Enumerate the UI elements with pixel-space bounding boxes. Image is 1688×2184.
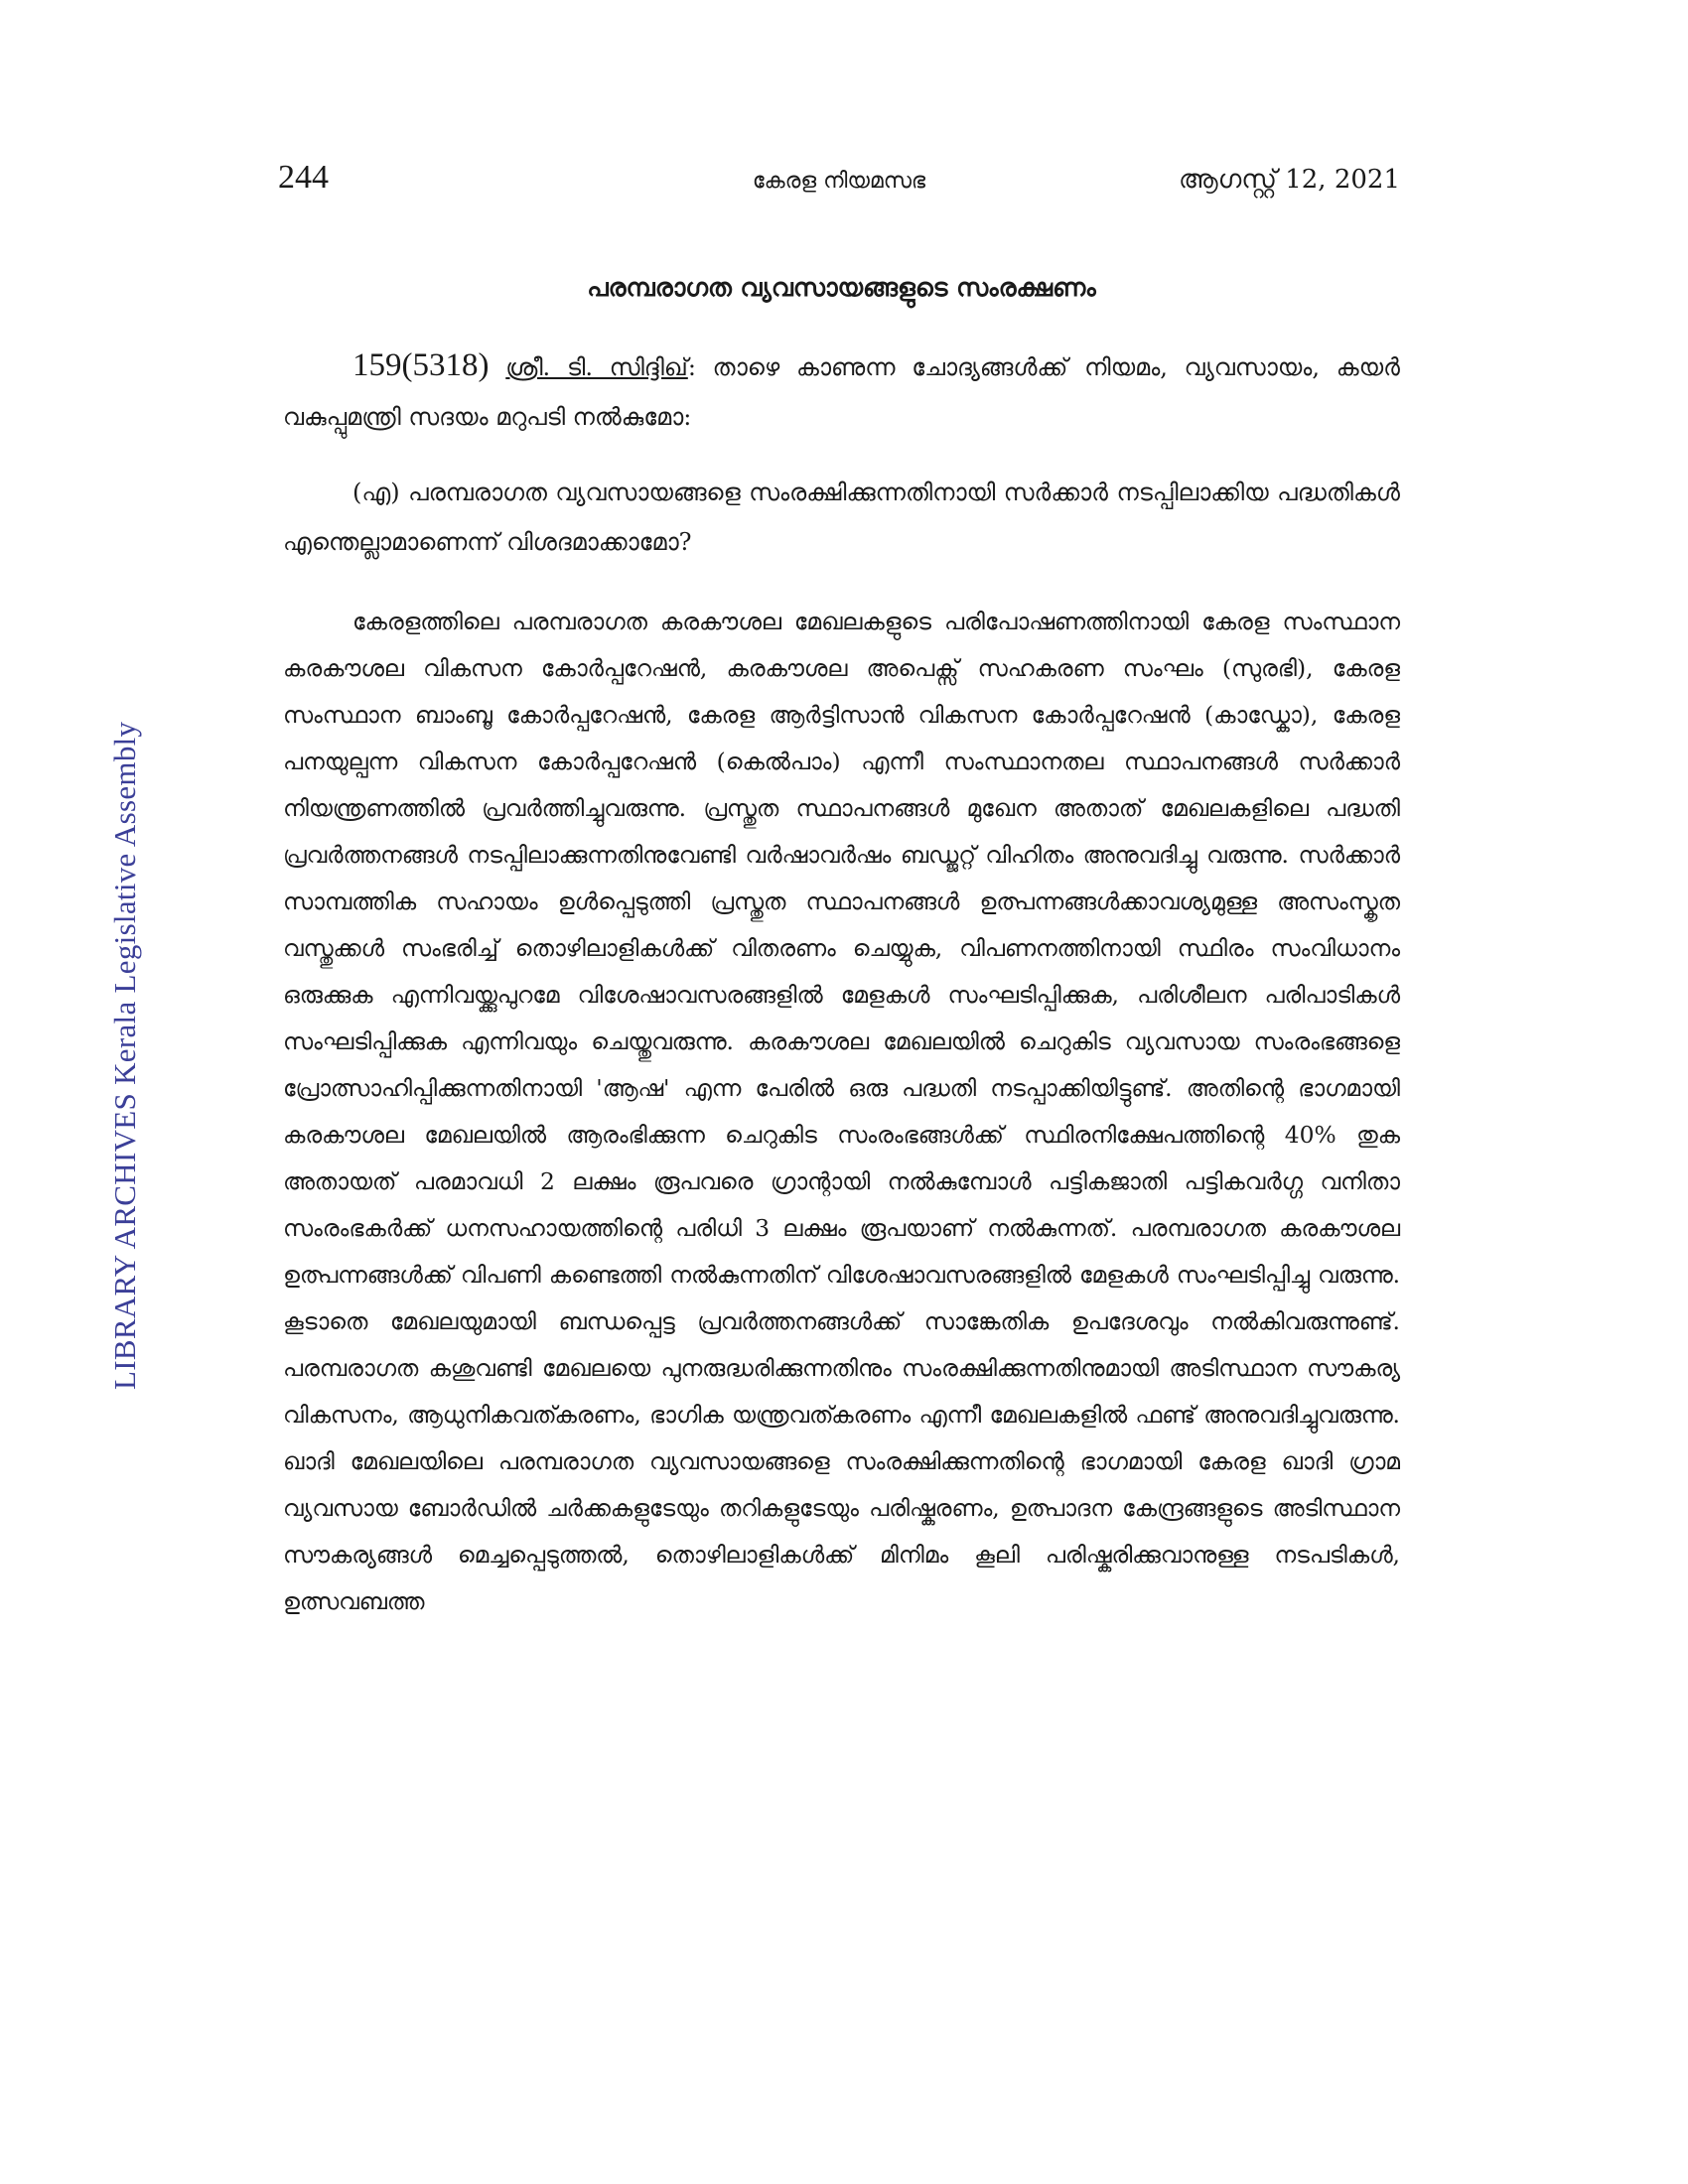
header-title: കേരള നിയമസഭ [752, 169, 926, 194]
page-header [278, 159, 1400, 208]
page-number: 244 [278, 159, 329, 196]
question-intro [283, 341, 1400, 442]
archive-watermark: LIBRARY ARCHIVES Kerala Legislative Assembly [107, 721, 142, 1390]
header-date: ആഗസ്റ്റ് 12, 2021 [1179, 165, 1400, 195]
question-part-a: (എ) പരമ്പരാഗത വ്യവസായങ്ങളെ സംരക്ഷിക്കുന്നതിനായി സർക്കാർ നടപ്പിലാക്കിയ പദ്ധതികൾ എന്തെല്ലാമാണെന്ന് വിശദമാക്കാമോ? [283, 478, 1400, 556]
section-title: പരമ്പരാഗത വ്യവസായങ്ങളുടെ സംരക്ഷണം [587, 273, 1096, 302]
answer-paragraph: കേരളത്തിലെ പരമ്പരാഗത കരകൗശല മേഖലകളുടെ പരിപോഷണത്തിനായി കേരള സംസ്ഥാന കരകൗശല വികസന കോർപ്പറേഷൻ, കരകൗശല അപെക്സ് സഹകരണ സംഘം (സുരഭി), കേരള സംസ്ഥാന ബാംബൂ കോർപ്പറേഷൻ, കേരള ആർട്ടിസാൻ വികസന കോർപ്പറേഷൻ (കാഡ്കോ), കേരള പനയുല്പന്ന വികസന കോർപ്പറേഷൻ (കെൽപാം) എന്നീ സംസ്ഥാനതല സ്ഥാപനങ്ങൾ സർക്കാർ നിയന്ത്രണത്തിൽ പ്രവർത്തിച്ചുവരുന്നു. പ്രസ്തുത സ്ഥാപനങ്ങൾ മുഖേന അതാത് മേഖലകളിലെ പദ്ധതി പ്രവർത്തനങ്ങൾ നടപ്പിലാക്കുന്നതിനുവേണ്ടി വർഷാവർഷം ബഡ്ജറ്റ് വിഹിതം അനുവദിച്ചു വരുന്നു. സർക്കാർ സാമ്പത്തിക സഹായം ഉൾപ്പെടുത്തി പ്രസ്തുത സ്ഥാപനങ്ങൾ ഉത്പന്നങ്ങൾക്കാവശ്യമുള്ള അസംസ്കൃത വസ്തുക്കൾ സംഭരിച്ച് തൊഴിലാളികൾക്ക് വിതരണം ചെയ്യുക, വിപണനത്തിനായി സ്ഥിരം സംവിധാനം ഒരുക്കുക എന്നിവയ്ക്കുപുറമേ വിശേഷാവസരങ്ങളിൽ മേളകൾ സംഘടിപ്പിക്കുക, പരിശീലന പരിപാടികൾ സംഘടിപ്പിക്കുക എന്നിവയും ചെയ്തുവരുന്നു. കരകൗശല മേഖലയിൽ ചെറുകിട വ്യവസായ സംരംഭങ്ങളെ പ്രോത്സാഹിപ്പിക്കുന്നതിനായി 'ആഷ' എന്ന പേരിൽ ഒരു പദ്ധതി നടപ്പാക്കിയിട്ടുണ്ട്. അതിന്റെ ഭാഗമായി കരകൗശല മേഖലയിൽ ആരംഭിക്കുന്ന ചെറുകിട സംരംഭങ്ങൾക്ക് സ്ഥിരനിക്ഷേപത്തിന്റെ 40% തുക അതായത് പരമാവധി 2 ലക്ഷം രൂപവരെ ഗ്രാന്റായി നൽകുമ്പോൾ പട്ടികജാതി പട്ടികവർഗ്ഗ വനിതാ സംരംഭകർക്ക് ധനസഹായത്തിന്റെ പരിധി 3 ലക്ഷം രൂപയാണ് നൽകുന്നത്. പരമ്പരാഗത കരകൗശല ഉത്പന്നങ്ങൾക്ക് വിപണി കണ്ടെത്തി നൽകുന്നതിന് വിശേഷാവസരങ്ങളിൽ മേളകൾ സംഘടിപ്പിച്ചു വരുന്നു. കൂടാതെ മേഖലയുമായി ബന്ധപ്പെട്ട പ്രവർത്തനങ്ങൾക്ക് സാങ്കേതിക ഉപദേശവും നൽകിവരുന്നുണ്ട്. പരമ്പരാഗത കശുവണ്ടി മേഖലയെ പുനരുദ്ധരിക്കുന്നതിനും സംരക്ഷിക്കുന്നതിനുമായി അടിസ്ഥാന സൗകര്യ വികസനം, ആധുനികവത്കരണം, ഭാഗിക യന്ത്രവത്കരണം എന്നീ മേഖലകളിൽ ഫണ്ട് അനുവദിച്ചുവരുന്നു. ഖാദി മേഖലയിലെ പരമ്പരാഗത വ്യവസായങ്ങളെ സംരക്ഷിക്കുന്നതിന്റെ ഭാഗമായി കേരള ഖാദി ഗ്രാമ വ്യവസായ ബോർഡിൽ ചർക്കകളുടേയും തറികളുടേയും പരിഷ്കരണം, ഉത്പാദന കേന്ദ്രങ്ങളുടെ അടിസ്ഥാന സൗകര്യങ്ങൾ മെച്ചപ്പെടുത്തൽ, തൊഴിലാളികൾക്ക് മിനിമം കൂലി പരിഷ്കരിക്കുവാനുള്ള നടപടികൾ, ഉത്സവബത്ത [283, 608, 1400, 1615]
member-name: ശ്രീ. ടി. സിദ്ദിഖ് [505, 353, 688, 381]
document-body [283, 273, 1400, 1625]
question-number: 159(5318) [352, 347, 490, 383]
question-text: : താഴെ കാണുന്ന ചോദ്യങ്ങൾക്ക് നിയമം, വ്യവസായം, കയർ വകുപ്പുമന്ത്രി സദയം മറുപടി നൽകുമോ: [283, 353, 1400, 431]
